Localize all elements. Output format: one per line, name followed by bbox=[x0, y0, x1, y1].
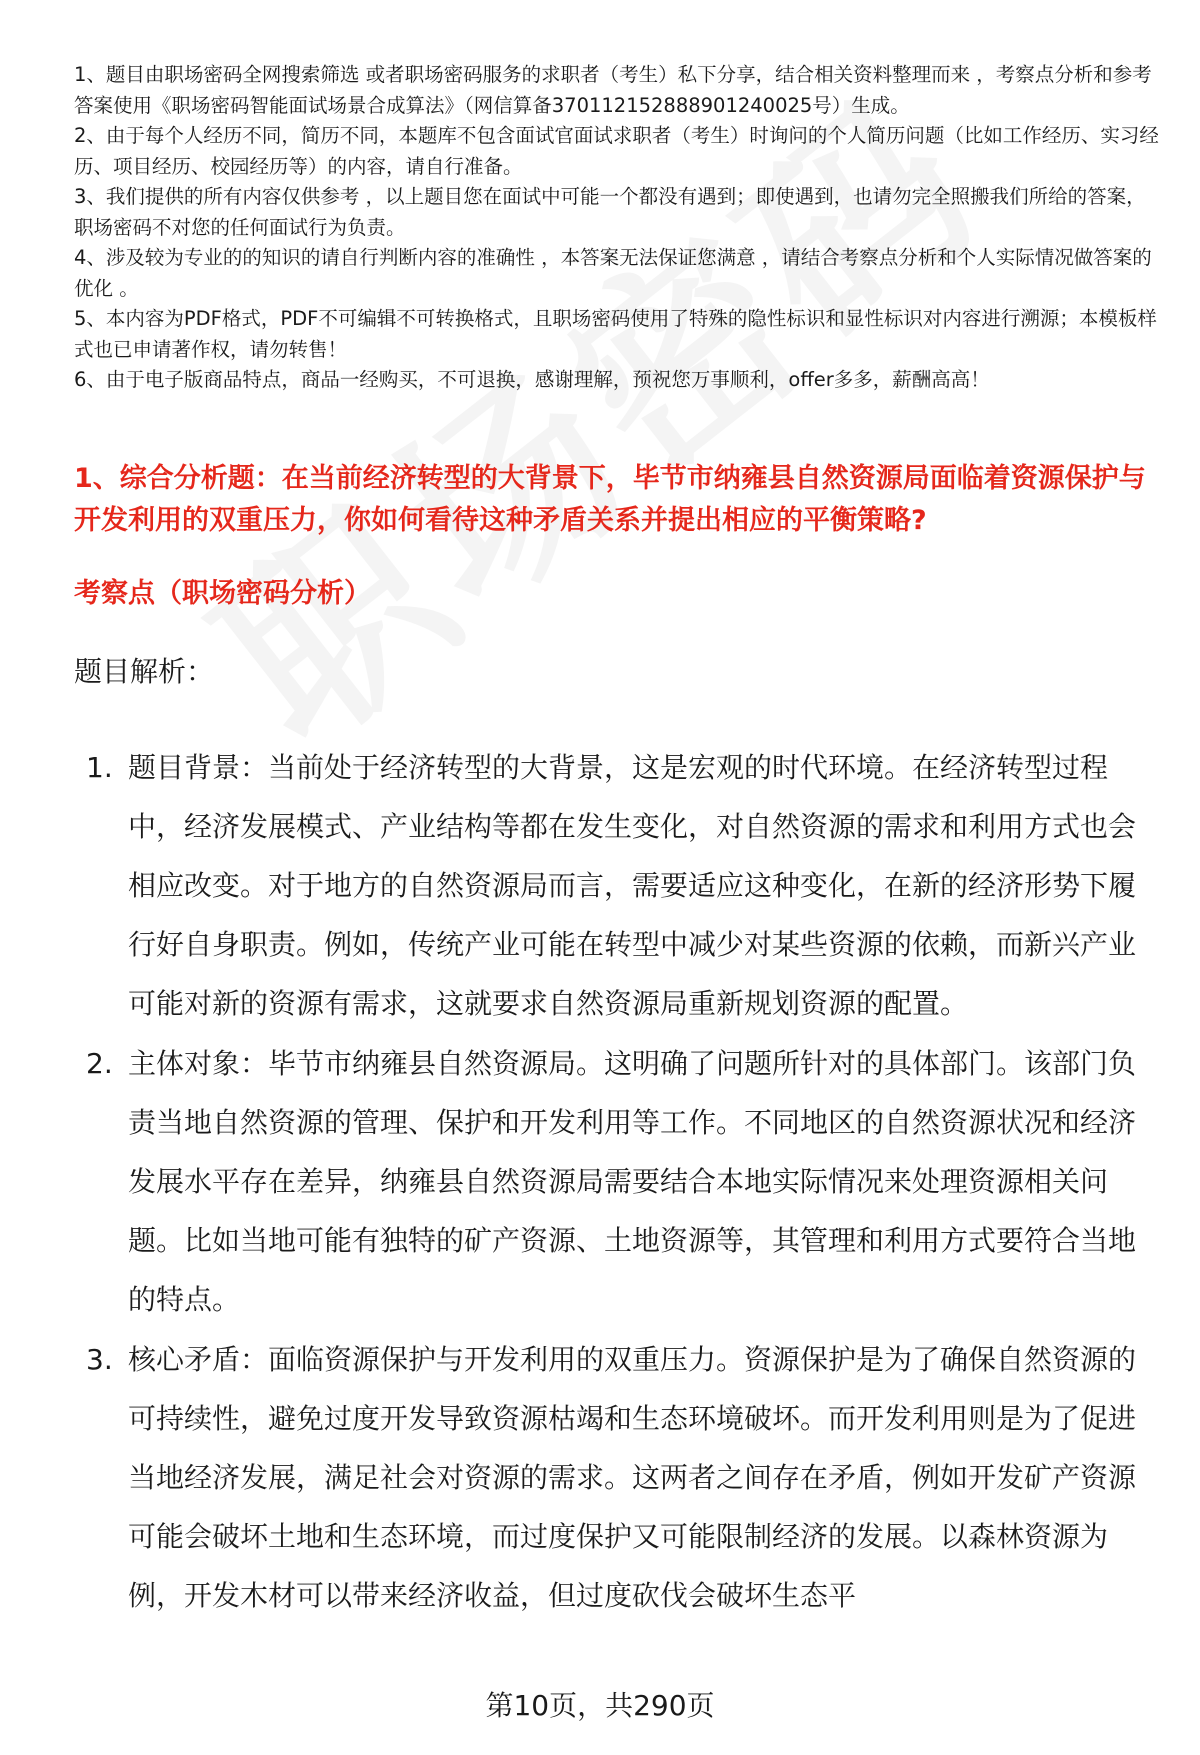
notice-item: 6、由于电子版商品特点，商品一经购买，不可退换，感谢理解，预祝您万事顺利，offer多多，薪酬高高！ bbox=[74, 368, 990, 391]
notice-item: 5、本内容为PDF格式，PDF不可编辑不可转换格式，且职场密码使用了特殊的隐性标识和显性标识对内容进行溯源；本模板样式也已申请著作权，请勿转售！ bbox=[74, 307, 1157, 361]
notice-item: 1、题目由职场密码全网搜索筛选 或者职场密码服务的求职者（考生）私下分享，结合相关资料整理而来 ，考察点分析和参考答案使用《职场密码智能面试场景合成算法》（网信算备370112152888901240025号）生成。 bbox=[74, 63, 1152, 117]
list-item-text: 题目背景：当前处于经济转型的大背景，这是宏观的时代环境。在经济转型过程中，经济发展模式、产业结构等都在发生变化，对自然资源的需求和利用方式也会相应改变。对于地方的自然资源局而言，需要适应这种变化，在新的经济形势下履行好自身职责。例如，传统产业可能在转型中减少对某些资源的依赖，而新兴产业可能对新的资源有需求，这就要求自然资源局重新规划资源的配置。 bbox=[128, 751, 1137, 1020]
list-item-number: 2. bbox=[86, 1047, 113, 1080]
list-item bbox=[74, 1034, 1154, 1329]
section-title: 考察点（职场密码分析） bbox=[74, 578, 371, 609]
notice-item: 2、由于每个人经历不同，简历不同，本题库不包含面试官面试求职者（考生）时询问的个人简历问题（比如工作经历、实习经历、项目经历、校园经历等）的内容，请自行准备。 bbox=[74, 124, 1159, 178]
analysis-list bbox=[74, 738, 1154, 1626]
page-number: 第10页，共290页 bbox=[485, 1689, 715, 1722]
list-item-number: 1. bbox=[86, 751, 113, 784]
list-item bbox=[74, 738, 1154, 1033]
analysis-label: 题目解析： bbox=[74, 655, 215, 688]
notice-item: 3、我们提供的所有内容仅供参考 ，以上题目您在面试中可能一个都没有遇到；即使遇到，也请勿完全照搬我们所给的答案，职场密码不对您的任何面试行为负责。 bbox=[74, 185, 1146, 239]
notice-block bbox=[74, 60, 1164, 396]
list-item bbox=[74, 1330, 1154, 1625]
notice-item: 4、涉及较为专业的的知识的请自行判断内容的准确性 ，本答案无法保证您满意 ，请结合考察点分析和个人实际情况做答案的优化 。 bbox=[74, 246, 1152, 300]
list-item-number: 3. bbox=[86, 1343, 113, 1376]
list-item-text: 主体对象：毕节市纳雍县自然资源局。这明确了问题所针对的具体部门。该部门负责当地自然资源的管理、保护和开发利用等工作。不同地区的自然资源状况和经济发展水平存在差异，纳雍县自然资源局需要结合本地实际情况来处理资源相关问题。比如当地可能有独特的矿产资源、土地资源等，其管理和利用方式要符合当地的特点。 bbox=[128, 1047, 1137, 1316]
question-heading: 1、综合分析题：在当前经济转型的大背景下，毕节市纳雍县自然资源局面临着资源保护与开发利用的双重压力，你如何看待这种矛盾关系并提出相应的平衡策略? bbox=[74, 463, 1146, 536]
list-item-text: 核心矛盾：面临资源保护与开发利用的双重压力。资源保护是为了确保自然资源的可持续性，避免过度开发导致资源枯竭和生态环境破坏。而开发利用则是为了促进当地经济发展，满足社会对资源的需求。这两者之间存在矛盾，例如开发矿产资源可能会破坏土地和生态环境，而过度保护又可能限制经济的发展。以森林资源为例，开发木材可以带来经济收益，但过度砍伐会破坏生态平 bbox=[128, 1343, 1137, 1612]
